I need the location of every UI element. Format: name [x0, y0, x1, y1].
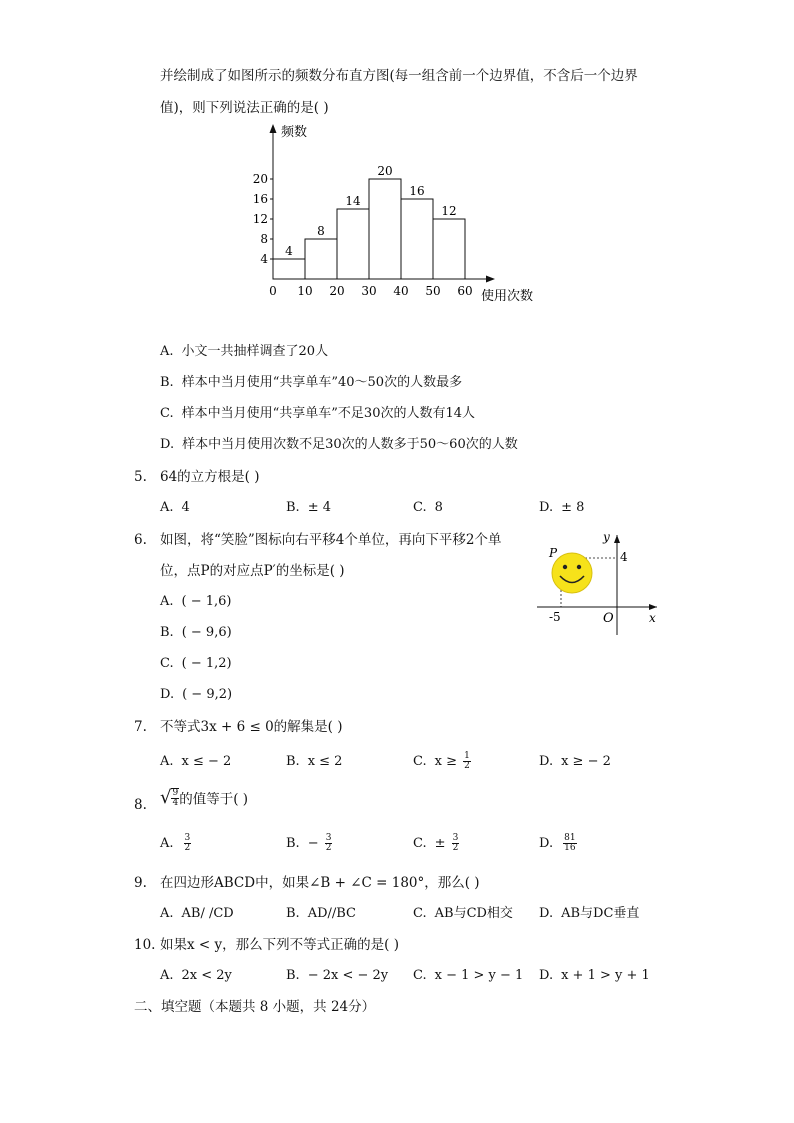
- q4-option-b: [160, 373, 462, 393]
- option-letter: D.: [160, 437, 175, 452]
- question-intro-line-1: 并绘制成了如图所示的频数分布直方图(每一组含前一个边界值，不含后一个边界: [160, 68, 638, 84]
- histogram-bar: [305, 239, 337, 279]
- option-text: 8: [434, 500, 443, 515]
- option-letter: B.: [286, 968, 300, 983]
- option-text: 样本中当月使用“共享单车”40～50次的人数最多: [181, 375, 463, 390]
- x-tick-label: 60: [457, 284, 473, 298]
- histogram-bar: [273, 259, 305, 279]
- q8-sqrt-expression: [160, 787, 179, 808]
- option-text: x ≥ − 2: [561, 754, 611, 769]
- option-text: − 2x < − 2y: [307, 968, 389, 983]
- option-letter: C.: [413, 906, 427, 921]
- option-letter: A.: [160, 500, 174, 515]
- section-2-title: 二、填空题（本题共 8 小题，共 24分）: [134, 999, 376, 1015]
- x-axis-arrow: [649, 604, 657, 610]
- option-letter: C.: [413, 968, 427, 983]
- option-letter: D.: [539, 500, 554, 515]
- histogram-bar: [401, 199, 433, 279]
- option-letter: B.: [286, 906, 300, 921]
- option-letter: C.: [413, 836, 427, 851]
- option-text: ( − 1,2): [181, 656, 232, 671]
- q10-option-b: [286, 966, 388, 986]
- sqrt-symbol: √: [160, 787, 172, 808]
- q8-option-a: [160, 834, 191, 854]
- x-tick-label: 30: [361, 284, 377, 298]
- option-text: ( − 9,2): [182, 687, 233, 702]
- q10-number: 10.: [134, 937, 156, 953]
- bar-value-label: 12: [441, 204, 457, 218]
- option-letter: D.: [539, 906, 554, 921]
- option-letter: A.: [160, 968, 174, 983]
- histogram-bar: [337, 209, 369, 279]
- option-letter: D.: [539, 836, 554, 851]
- smiley-face-icon: [552, 553, 592, 593]
- y-tick-label: 12: [252, 212, 268, 226]
- x-tick-label: 20: [329, 284, 345, 298]
- q4-option-d: [160, 435, 518, 455]
- histogram-bar: [433, 219, 465, 279]
- x-tick-label: 50: [425, 284, 441, 298]
- q9-option-c: [413, 904, 513, 924]
- y-tick-label: 4: [260, 252, 268, 266]
- option-text: 4: [181, 500, 190, 515]
- q10-option-c: [413, 966, 523, 986]
- q10-option-d: [539, 966, 650, 986]
- y-tick-label: 16: [252, 192, 268, 206]
- y-tick-label: 20: [252, 172, 268, 186]
- q4-option-c: [160, 404, 475, 424]
- q6-option-b: [160, 623, 232, 643]
- histogram-bar: [369, 179, 401, 279]
- option-letter: B.: [160, 375, 174, 390]
- option-text: AD//BC: [307, 906, 356, 921]
- y-tick-label: 8: [260, 232, 268, 246]
- y-axis-arrow: [614, 535, 620, 543]
- option-text: 2x < 2y: [181, 968, 232, 983]
- fraction: $\frac{81}{16}$: [564, 833, 576, 853]
- option-letter: C.: [413, 754, 427, 769]
- option-letter: B.: [286, 754, 300, 769]
- option-letter: A.: [160, 754, 174, 769]
- option-text: 小文一共抽样调查了20人: [181, 344, 329, 359]
- option-text: ± 8: [561, 500, 585, 515]
- bar-value-label: 16: [409, 184, 425, 198]
- q5-option-b: [286, 498, 331, 518]
- option-text: AB与CD相交: [434, 906, 513, 921]
- option-text: AB/ /CD: [181, 906, 234, 921]
- option-letter: C.: [413, 500, 427, 515]
- option-text: ± 4: [307, 500, 331, 515]
- q9-option-b: [286, 904, 356, 924]
- q9-option-d: [539, 904, 639, 924]
- fraction: $\frac{3}{2}$: [452, 833, 459, 853]
- option-text: ( − 1,6): [181, 594, 232, 609]
- fraction: $\frac{3}{2}$: [184, 833, 191, 853]
- option-letter: A.: [160, 594, 174, 609]
- option-text: x + 1 > y + 1: [561, 968, 650, 983]
- x-tick-label: 10: [297, 284, 313, 298]
- y-axis-label: y: [603, 530, 610, 544]
- q8-number: 8.: [134, 797, 147, 813]
- q5-number: 5.: [134, 469, 147, 485]
- q4-option-a: [160, 342, 328, 362]
- option-letter: D.: [160, 687, 175, 702]
- question-intro-line-2: 值)，则下列说法正确的是( ): [160, 100, 329, 116]
- option-text: 样本中当月使用次数不足30次的人数多于50～60次的人数: [182, 437, 518, 452]
- q5-option-a: [160, 498, 190, 518]
- q7-stem: 不等式3x + 6 ≤ 0的解集是( ): [160, 719, 343, 735]
- frequency-histogram: [240, 122, 550, 307]
- option-letter: B.: [286, 836, 300, 851]
- x-axis-arrow: [486, 276, 495, 283]
- x-tick-label: 40: [393, 284, 409, 298]
- q5-stem: 64的立方根是( ): [160, 469, 260, 485]
- option-text: x ≤ 2: [307, 754, 343, 769]
- option-letter: B.: [286, 500, 300, 515]
- y-tick-4: 4: [620, 550, 628, 564]
- q6-stem-line-2: 位，点P的对应点P′的坐标是( ): [160, 563, 345, 579]
- bar-value-label: 8: [317, 224, 325, 238]
- q8-sqrt-fraction: $\frac{9}{4}$: [172, 787, 179, 808]
- q7-option-a: [160, 752, 231, 772]
- fraction: $\frac{3}{2}$: [325, 833, 332, 853]
- x-axis-label: x: [649, 611, 656, 625]
- option-letter: C.: [160, 406, 174, 421]
- option-text: x ≤ − 2: [181, 754, 232, 769]
- q10-option-a: [160, 966, 232, 986]
- y-axis-title: 频数: [281, 125, 308, 140]
- x-tick-label: 0: [269, 284, 277, 298]
- q6-option-d: [160, 685, 232, 705]
- q8-option-c: C. ± $\frac{3}{2}$: [413, 833, 459, 853]
- option-letter: A.: [160, 836, 174, 851]
- option-text: AB与DC垂直: [561, 906, 640, 921]
- q6-number: 6.: [134, 532, 147, 548]
- q6-coordinate-figure: [535, 525, 665, 640]
- option-text: x − 1 > y − 1: [434, 968, 524, 983]
- option-letter: A.: [160, 906, 174, 921]
- q9-option-a: [160, 904, 234, 924]
- q7-option-c: C. x ≥ $\frac{1}{2}$: [413, 751, 470, 771]
- origin-label: O: [603, 611, 614, 626]
- option-letter: B.: [160, 625, 174, 640]
- option-letter: D.: [539, 968, 554, 983]
- q9-stem: 在四边形ABCD中，如果∠B + ∠C = 180°，那么( ): [160, 875, 480, 891]
- x-tick-minus-5: -5: [549, 610, 561, 624]
- q8-option-b: B. − $\frac{3}{2}$: [286, 833, 332, 853]
- q7-option-b: [286, 752, 342, 772]
- q8-stem: √ $\frac{9}{4}$ 的值等于( ): [160, 787, 249, 808]
- q7-number: 7.: [134, 719, 147, 735]
- q8-option-d: [539, 834, 577, 854]
- q6-option-a: [160, 592, 232, 612]
- q5-option-c: [413, 498, 443, 518]
- fraction: $\frac{1}{2}$: [464, 751, 470, 771]
- bar-value-label: 14: [345, 194, 361, 208]
- option-letter: D.: [539, 754, 554, 769]
- bar-value-label: 4: [285, 244, 293, 258]
- q9-number: 9.: [134, 875, 147, 891]
- option-letter: A.: [160, 344, 174, 359]
- y-axis-arrow: [270, 124, 277, 133]
- q7-option-d: [539, 752, 611, 772]
- q10-stem: 如果x < y，那么下列不等式正确的是( ): [160, 937, 399, 953]
- option-text: ( − 9,6): [181, 625, 232, 640]
- option-text: 样本中当月使用“共享单车”不足30次的人数有14人: [181, 406, 476, 421]
- x-axis-title: 使用次数: [481, 289, 534, 304]
- option-letter: C.: [160, 656, 174, 671]
- bar-value-label: 20: [377, 164, 393, 178]
- q6-option-c: [160, 654, 232, 674]
- point-p-label: P: [549, 546, 558, 560]
- q5-option-d: [539, 498, 584, 518]
- q6-stem-line-1: 如图，将“笑脸”图标向右平移4个单位，再向下平移2个单: [160, 532, 502, 548]
